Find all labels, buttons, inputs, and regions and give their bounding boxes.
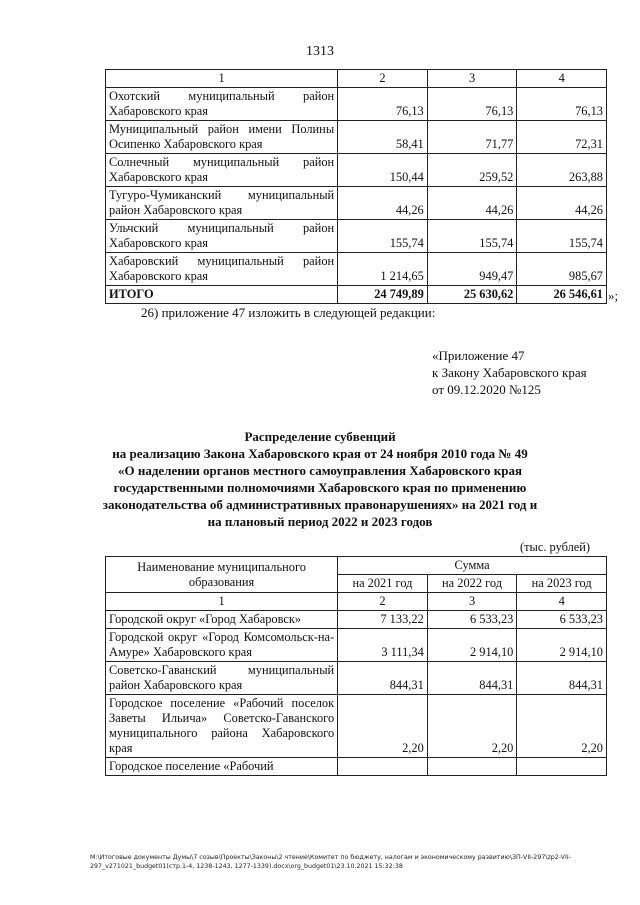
value-2022: 259,52	[427, 154, 517, 187]
value-2022: 949,47	[427, 253, 517, 286]
table-row	[106, 758, 607, 776]
title-line-6: на плановый период 2022 и 2023 годов	[207, 514, 433, 529]
value-2021: 44,26	[338, 187, 428, 220]
document-title	[100, 428, 540, 530]
table-row	[106, 187, 607, 220]
closing-quote: »;	[608, 288, 619, 303]
municipality-name: Охотский муниципальный район Хабаровского края	[106, 88, 338, 121]
column-number-3: 3	[427, 70, 517, 88]
value-2021	[338, 758, 428, 776]
title-line-5: законодательства об административных правонарушениях» на 2021 год и	[102, 497, 538, 512]
value-2023: 263,88	[517, 154, 607, 187]
table-header-row	[106, 557, 607, 575]
value-2023: 844,31	[517, 662, 607, 695]
value-2023: 72,31	[517, 121, 607, 154]
table-row	[106, 88, 607, 121]
header-year-2021: на 2021 год	[338, 575, 428, 593]
municipality-name: Солнечный муниципальный район Хабаровского края	[106, 154, 338, 187]
total-row	[106, 286, 607, 304]
municipality-name: Городской округ «Город Комсомольск-на-Амуре» Хабаровского края	[106, 629, 338, 662]
total-2022: 25 630,62	[427, 286, 517, 304]
municipality-name: Тугуро-Чумиканский муниципальный район Хабаровского края	[106, 187, 338, 220]
municipality-name: Городское поселение «Рабочий поселок Заветы Ильича» Советско-Гаванского муниципального района Хабаровского края	[106, 695, 338, 758]
title-line-3: «О наделении органов местного самоуправления Хабаровского края	[118, 463, 522, 478]
table-row	[106, 220, 607, 253]
municipality-name: Городское поселение «Рабочий	[106, 758, 338, 776]
municipality-name: Муниципальный район имени Полины Осипенко Хабаровского края	[106, 121, 338, 154]
table-header-row	[106, 70, 607, 88]
page-number: 1313	[306, 44, 334, 59]
annex-line-1: «Приложение 47	[432, 348, 525, 363]
amendment-item: 26) приложение 47 изложить в следующей редакции:	[141, 305, 436, 320]
column-number-2: 2	[338, 593, 428, 611]
value-2021: 1 214,65	[338, 253, 428, 286]
value-2023	[517, 758, 607, 776]
table-row	[106, 121, 607, 154]
value-2021: 844,31	[338, 662, 428, 695]
value-2022: 44,26	[427, 187, 517, 220]
value-2022: 155,74	[427, 220, 517, 253]
value-2023: 985,67	[517, 253, 607, 286]
annex-line-3: от 09.12.2020 №125	[432, 382, 541, 397]
value-2022: 2 914,10	[427, 629, 517, 662]
column-number-4: 4	[517, 70, 607, 88]
header-sum: Сумма	[338, 557, 607, 575]
table-row	[106, 154, 607, 187]
municipality-name: Городской округ «Город Хабаровск»	[106, 611, 338, 629]
total-2021: 24 749,89	[338, 286, 428, 304]
value-2022: 844,31	[427, 662, 517, 695]
subvention-table	[105, 556, 607, 776]
title-line-2: на реализацию Закона Хабаровского края от 24 ноября 2010 года № 49	[112, 446, 528, 461]
municipality-name: Советско-Гаванский муниципальный район Хабаровского края	[106, 662, 338, 695]
table-row	[106, 695, 607, 758]
table-row	[106, 253, 607, 286]
value-2023: 155,74	[517, 220, 607, 253]
value-2022: 2,20	[427, 695, 517, 758]
column-number-4: 4	[517, 593, 607, 611]
header-year-2023: на 2023 год	[517, 575, 607, 593]
continuation-table	[105, 69, 607, 304]
value-2022: 6 533,23	[427, 611, 517, 629]
table-row	[106, 662, 607, 695]
column-number-3: 3	[427, 593, 517, 611]
value-2022	[427, 758, 517, 776]
value-2023: 2 914,10	[517, 629, 607, 662]
value-2023: 76,13	[517, 88, 607, 121]
column-number-1: 1	[106, 593, 338, 611]
value-2021: 2,20	[338, 695, 428, 758]
column-number-2: 2	[338, 70, 428, 88]
value-2023: 2,20	[517, 695, 607, 758]
value-2021: 7 133,22	[338, 611, 428, 629]
value-2022: 71,77	[427, 121, 517, 154]
value-2021: 155,74	[338, 220, 428, 253]
column-number-1: 1	[106, 70, 338, 88]
table-row	[106, 629, 607, 662]
annex-header	[432, 347, 587, 398]
title-line-4: государственными полномочиями Хабаровского края по применению	[113, 480, 527, 495]
municipality-name: Ульчский муниципальный район Хабаровского края	[106, 220, 338, 253]
annex-line-2: к Закону Хабаровского края	[432, 365, 587, 380]
header-year-2022: на 2022 год	[427, 575, 517, 593]
value-2021: 58,41	[338, 121, 428, 154]
header-municipality: Наименование муниципального образования	[106, 557, 338, 593]
value-2023: 44,26	[517, 187, 607, 220]
table-number-row	[106, 593, 607, 611]
title-line-1: Распределение субвенций	[244, 429, 396, 444]
value-2021: 150,44	[338, 154, 428, 187]
table-row	[106, 611, 607, 629]
value-2022: 76,13	[427, 88, 517, 121]
value-2021: 76,13	[338, 88, 428, 121]
file-path-footer: М:\Итоговые документы Думы\7 созыв\Проекты\Законы\2 чтение\Комитет по бюджету, налогам и экономическому развитию\ЗП-VII-297\zp2-VII-297_v271021_budget01(стр.1-4, 1238-1243, 1277-1339).docx\org_budget01\23.10.2021 15:32:38	[90, 854, 571, 870]
total-label: ИТОГО	[106, 286, 338, 304]
municipality-name: Хабаровский муниципальный район Хабаровского края	[106, 253, 338, 286]
total-2023: 26 546,61	[517, 286, 607, 304]
value-2023: 6 533,23	[517, 611, 607, 629]
units-label: (тыс. рублей)	[520, 540, 591, 554]
value-2021: 3 111,34	[338, 629, 428, 662]
